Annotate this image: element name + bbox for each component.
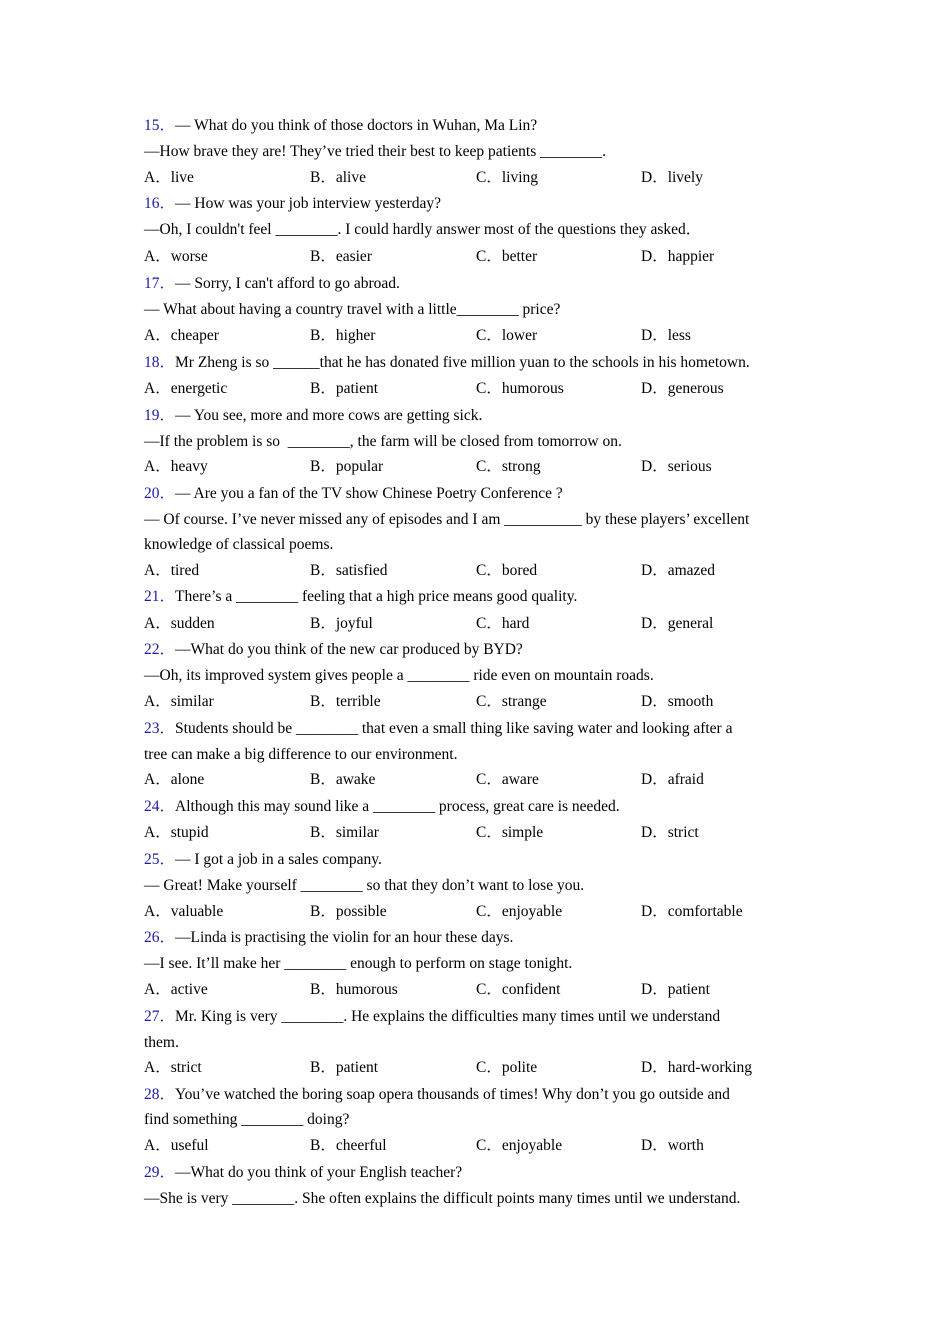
- option-a: A．active: [144, 981, 208, 998]
- option-c: C．bored: [476, 562, 538, 579]
- option-b: B．similar: [310, 824, 379, 841]
- option-d: D．patient: [641, 981, 710, 998]
- option-b: B．awake: [310, 771, 376, 788]
- question-29-line-2: —She is very ________. She often explains the difficult points many times until we understand.: [144, 1190, 741, 1207]
- question-24-line-1: [144, 797, 824, 817]
- question-number: 18．: [144, 354, 176, 371]
- question-number: 19．: [144, 407, 176, 424]
- question-22-line-1: [144, 640, 824, 660]
- question-number: 15．: [144, 117, 176, 134]
- option-c: C．strange: [476, 693, 547, 710]
- question-17-line-1: [144, 274, 824, 294]
- option-a: A．sudden: [144, 615, 215, 632]
- option-b: B．cheerful: [310, 1137, 387, 1154]
- question-23-line-2: tree can make a big difference to our environment.: [144, 746, 458, 763]
- question-text: — I got a job in a sales company.: [175, 851, 382, 868]
- question-text: — You see, more and more cows are getting sick.: [175, 407, 483, 424]
- question-text: — What do you think of those doctors in Wuhan, Ma Lin?: [175, 117, 538, 134]
- option-c: C．confident: [476, 981, 561, 998]
- question-text: — Sorry, I can't afford to go abroad.: [175, 275, 400, 292]
- question-25-line-1: [144, 850, 824, 870]
- option-a: A．strict: [144, 1059, 202, 1076]
- question-number: 26．: [144, 929, 176, 946]
- question-19-line-1: [144, 406, 824, 426]
- option-c: C．lower: [476, 327, 538, 344]
- question-number: 22．: [144, 641, 176, 658]
- question-number: 21．: [144, 588, 176, 605]
- question-26-line-2: —I see. It’ll make her ________ enough to perform on stage tonight.: [144, 955, 573, 972]
- option-b: B．humorous: [310, 981, 398, 998]
- option-c: C．humorous: [476, 380, 564, 397]
- question-text: Although this may sound like a ________ process, great care is needed.: [175, 798, 620, 815]
- question-27-line-1: [144, 1007, 824, 1027]
- question-number: 24．: [144, 798, 176, 815]
- question-22-line-2: —Oh, its improved system gives people a ________ ride even on mountain roads.: [144, 667, 654, 684]
- question-text: —What do you think of the new car produced by BYD?: [175, 641, 523, 658]
- question-number: 20．: [144, 485, 176, 502]
- question-20-line-2: — Of course. I’ve never missed any of episodes and I am __________ by these players’ excellent: [144, 511, 750, 528]
- option-a: A．stupid: [144, 824, 209, 841]
- question-number: 16．: [144, 195, 176, 212]
- option-c: C．better: [476, 248, 538, 265]
- option-c: C．simple: [476, 824, 544, 841]
- option-b: B．possible: [310, 903, 387, 920]
- question-number: 23．: [144, 720, 176, 737]
- option-b: B．easier: [310, 248, 372, 265]
- option-b: B．satisfied: [310, 562, 388, 579]
- option-c: C．hard: [476, 615, 530, 632]
- option-a: A．energetic: [144, 380, 228, 397]
- option-a: A．heavy: [144, 458, 208, 475]
- option-b: B．patient: [310, 380, 379, 397]
- option-d: D．smooth: [641, 693, 714, 710]
- option-d: D．happier: [641, 248, 715, 265]
- question-text: —Linda is practising the violin for an hour these days.: [175, 929, 514, 946]
- option-a: A．useful: [144, 1137, 209, 1154]
- option-d: D．lively: [641, 169, 703, 186]
- option-b: B．popular: [310, 458, 384, 475]
- option-d: D．serious: [641, 458, 712, 475]
- option-a: A．live: [144, 169, 194, 186]
- option-d: D．general: [641, 615, 714, 632]
- question-15-line-1: [144, 116, 824, 136]
- question-27-line-2: them.: [144, 1034, 179, 1051]
- option-b: B．higher: [310, 327, 376, 344]
- question-15-line-2: —How brave they are! They’ve tried their best to keep patients ________.: [144, 143, 606, 160]
- option-c: C．aware: [476, 771, 539, 788]
- option-a: A．tired: [144, 562, 200, 579]
- question-20-line-1: [144, 484, 824, 504]
- question-20-line-3: knowledge of classical poems.: [144, 536, 334, 553]
- question-number: 17．: [144, 275, 176, 292]
- question-16-line-1: [144, 194, 824, 214]
- question-text: — How was your job interview yesterday?: [175, 195, 442, 212]
- option-d: D．generous: [641, 380, 724, 397]
- option-a: A．similar: [144, 693, 214, 710]
- question-26-line-1: [144, 928, 824, 948]
- question-text: Students should be ________ that even a small thing like saving water and looking after a: [175, 720, 733, 737]
- option-b: B．alive: [310, 169, 366, 186]
- option-d: D．worth: [641, 1137, 704, 1154]
- option-b: B．joyful: [310, 615, 373, 632]
- option-a: A．alone: [144, 771, 205, 788]
- option-c: C．enjoyable: [476, 903, 563, 920]
- question-number: 28．: [144, 1086, 176, 1103]
- question-18-line-1: [144, 353, 824, 373]
- question-16-line-2: —Oh, I couldn't feel ________. I could hardly answer most of the questions they asked．: [144, 221, 702, 238]
- option-b: B．terrible: [310, 693, 381, 710]
- question-25-line-2: — Great! Make yourself ________ so that they don’t want to lose you.: [144, 877, 585, 894]
- question-text: —What do you think of your English teacher?: [175, 1164, 463, 1181]
- question-text: You’ve watched the boring soap opera thousands of times! Why don’t you go outside and: [175, 1086, 730, 1103]
- question-text: Mr. King is very ________. He explains the difficulties many times until we understand: [175, 1008, 721, 1025]
- option-d: D．less: [641, 327, 691, 344]
- option-c: C．polite: [476, 1059, 538, 1076]
- question-21-line-1: [144, 587, 824, 607]
- option-d: D．afraid: [641, 771, 704, 788]
- option-d: D．strict: [641, 824, 699, 841]
- question-text: There’s a ________ feeling that a high price means good quality.: [175, 588, 578, 605]
- option-d: D．amazed: [641, 562, 716, 579]
- question-number: 29．: [144, 1164, 176, 1181]
- option-b: B．patient: [310, 1059, 379, 1076]
- question-28-line-1: [144, 1085, 824, 1105]
- question-number: 25．: [144, 851, 176, 868]
- option-a: A．worse: [144, 248, 208, 265]
- question-23-line-1: [144, 719, 824, 739]
- question-number: 27．: [144, 1008, 176, 1025]
- question-19-line-2: —If the problem is so ________, the farm will be closed from tomorrow on.: [144, 433, 622, 450]
- option-d: D．hard-working: [641, 1059, 753, 1076]
- option-c: C．strong: [476, 458, 541, 475]
- option-c: C．living: [476, 169, 539, 186]
- question-28-line-2: find something ________ doing?: [144, 1111, 350, 1128]
- question-17-line-2: — What about having a country travel with a little________ price?: [144, 301, 561, 318]
- option-c: C．enjoyable: [476, 1137, 563, 1154]
- option-a: A．cheaper: [144, 327, 219, 344]
- question-text: Mr Zheng is so ______that he has donated five million yuan to the schools in his hometown.: [175, 354, 750, 371]
- question-29-line-1: [144, 1163, 824, 1183]
- option-d: D．comfortable: [641, 903, 743, 920]
- option-a: A．valuable: [144, 903, 224, 920]
- question-text: — Are you a fan of the TV show Chinese Poetry Conference ?: [175, 485, 563, 502]
